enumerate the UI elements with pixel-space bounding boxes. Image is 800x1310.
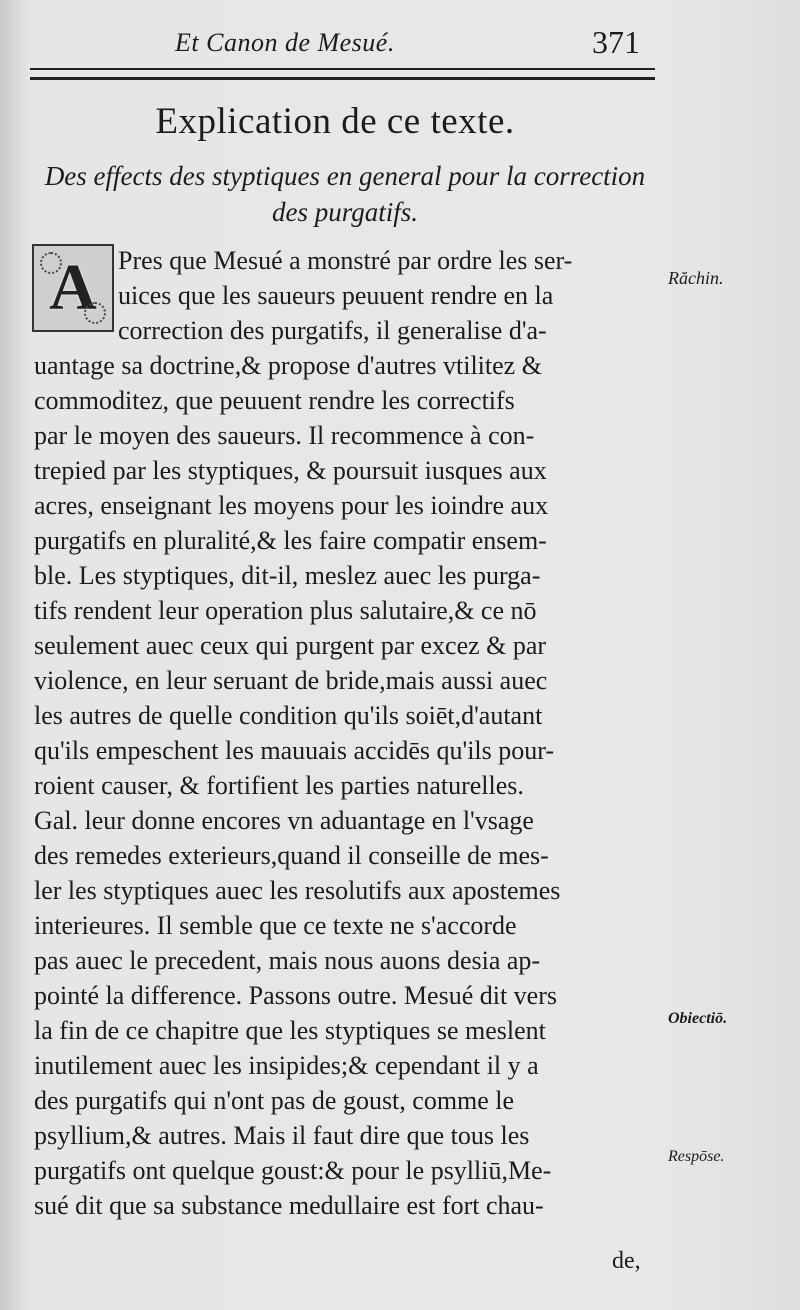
text-line: par le moyen des saueurs. Il recommence à con- <box>34 421 535 450</box>
text-line: purgatifs ont quelque goust:& pour le psylliū,Me- <box>34 1156 552 1185</box>
text-line: les autres de quelle condition qu'ils soiēt,d'autant <box>34 701 543 730</box>
text-line: purgatifs en pluralité,& les faire compatir ensem- <box>34 526 547 555</box>
ornamental-initial-letter: A <box>49 251 97 324</box>
text-line: inutilement auec les insipides;& cependant il y a <box>34 1051 539 1080</box>
ornamental-initial <box>32 244 114 332</box>
text-line: roient causer, & fortifient les parties naturelles. <box>34 771 524 800</box>
text-line: ble. Les styptiques, dit-il, meslez auec les purga- <box>34 561 541 590</box>
header-rule <box>30 68 655 80</box>
text-line: tifs rendent leur operation plus salutaire,& ce nō <box>34 596 537 625</box>
running-head <box>0 18 800 68</box>
text-line: la fin de ce chapitre que les styptiques se meslent <box>34 1016 546 1045</box>
text-line: qu'ils empeschent les mauuais accidēs qu'ils pour- <box>34 736 555 765</box>
text-line: uantage sa doctrine,& propose d'autres vtilitez & <box>34 351 542 380</box>
section-subheading: Des effects des styptiques en general pour la correction des purgatifs. <box>44 161 646 227</box>
text-line: sué dit que sa substance medullaire est fort chau- <box>34 1191 544 1220</box>
text-line: trepied par les styptiques, & poursuit iusques aux <box>34 456 547 485</box>
text-line: uices que les saueurs peuuent rendre en la <box>118 281 554 310</box>
text-line: des purgatifs qui n'ont pas de goust, comme le <box>34 1086 515 1115</box>
margin-note: Obiectiō. <box>668 1010 728 1027</box>
section-heading: Explication de ce texte. <box>155 101 515 142</box>
text-line: psyllium,& autres. Mais il faut dire que tous les <box>34 1121 530 1150</box>
running-title: Et Canon de Mesué. <box>175 28 395 57</box>
text-line: ler les styptiques auec les resolutifs aux apostemes <box>34 876 561 905</box>
text-line: Pres que Mesué a monstré par ordre les ser- <box>118 246 573 275</box>
text-line: seulement auec ceux qui purgent par excez & par <box>34 631 547 660</box>
catchword: de, <box>612 1248 641 1274</box>
text-line: Gal. leur donne encores vn aduantage en l'vsage <box>34 806 534 835</box>
text-line: interieures. Il semble que ce texte ne s'accorde <box>34 911 517 940</box>
text-line: pointé la difference. Passons outre. Mesué dit vers <box>34 981 557 1010</box>
text-line: des remedes exterieurs,quand il conseille de mes- <box>34 841 549 870</box>
text-line: commoditez, que peuuent rendre les correctifs <box>34 386 515 415</box>
text-line: correction des purgatifs, il generalise d'a- <box>118 316 547 345</box>
margin-note: Respōse. <box>668 1148 725 1165</box>
margin-note: Răchin. <box>668 268 724 288</box>
text-line: pas auec le precedent, mais nous auons desia ap- <box>34 946 541 975</box>
text-line: acres, enseignant les moyens pour les ioindre aux <box>34 491 549 520</box>
page-number: 371 <box>592 24 640 60</box>
text-line: violence, en leur seruant de bride,mais aussi auec <box>34 666 548 695</box>
